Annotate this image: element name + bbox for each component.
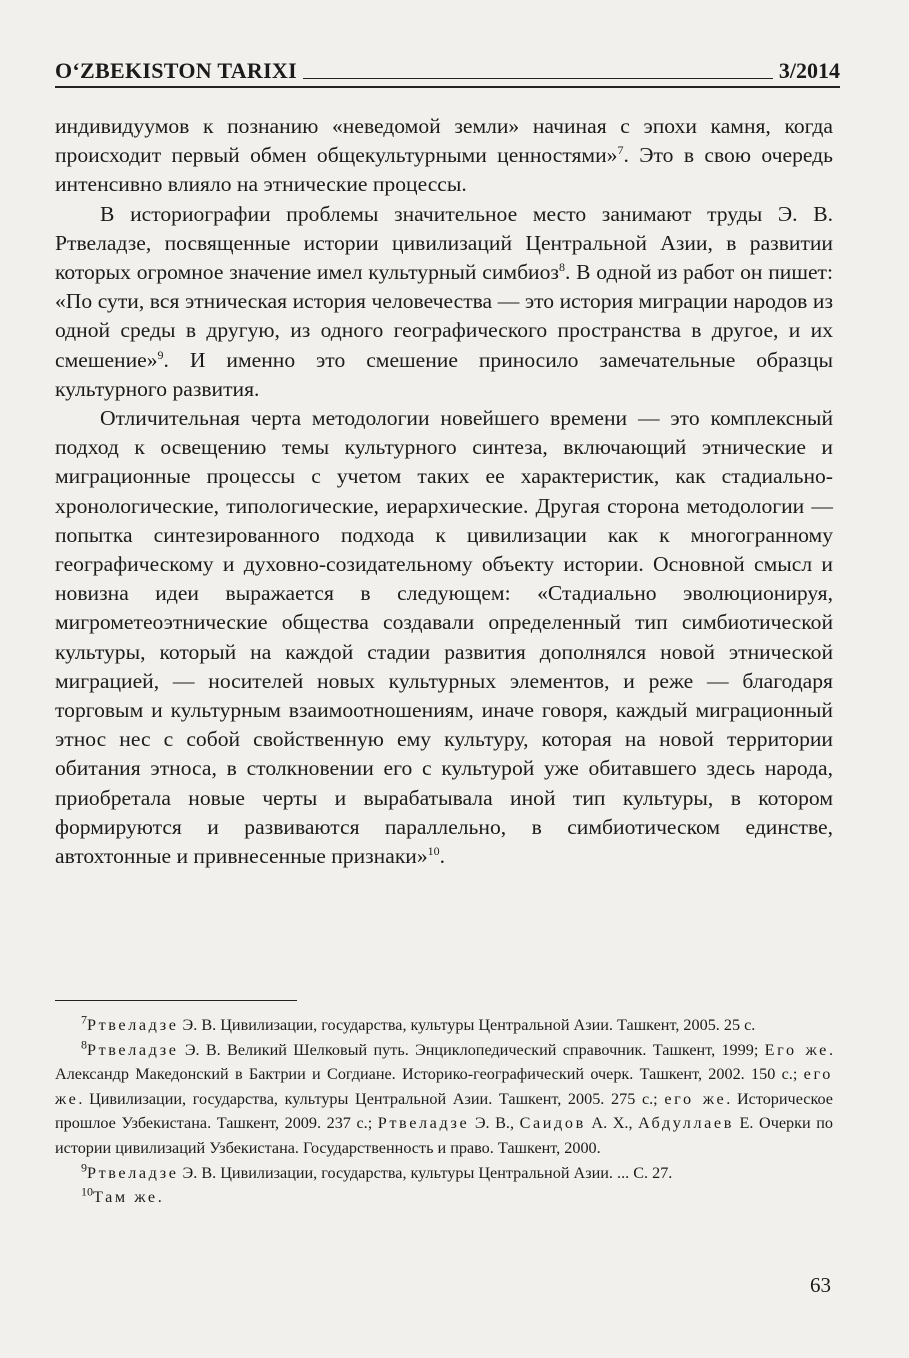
- footnote-7: $^7$Ртвеладзе Э. В. Цивилизации, государства, культуры Центральной Азии. Ташкент, 2005. 25 с.: [81, 1012, 756, 1034]
- running-header: [55, 52, 840, 88]
- footnote-ref-10: 10: [427, 843, 440, 858]
- page-number: 63: [810, 1273, 831, 1297]
- footnote-9: $^9$Ртвеладзе Э. В. Цивилизации, государства, культуры Центральной Азии. ... С. 27.: [81, 1160, 673, 1182]
- footnote-separator: [55, 1000, 297, 1001]
- paragraph-1: индивидуумов к познанию «неведомой земли» начиная с эпохи камня, когда происходит первый обмен общекультурными ценностями»$^7$. Это в свою очередь интенсивно влияло на этнические процессы.: [55, 114, 833, 197]
- paragraph-2: В историографии проблемы значительное место занимают труды Э. В. Ртвеладзе, посвященные истории цивилизаций Центральной Азии, в развитии которых огромное значение имел культурный симбиоз$^8$. В одной из работ он пишет: «По сути, вся этническая история человечества — это история миграции народов из одной среды в другую, из одного географического пространства в другое, и их смешение»$^9$. И именно это смешение приносило замечательные образцы культурного развития.: [55, 201, 833, 401]
- main-text: [55, 112, 833, 871]
- footnote-10: $^{10}$Там же.: [81, 1184, 162, 1207]
- footnote-ref-9: 9: [157, 347, 164, 362]
- footnote-ref-7: 7: [617, 143, 624, 158]
- footnotes: [55, 1013, 833, 1210]
- header-rule: [303, 78, 773, 79]
- issue-number: 3/2014: [778, 58, 840, 83]
- journal-title: O‘ZBEKISTON TARIXI: [55, 58, 297, 83]
- footnote-8: $^8$Ртвеладзе Э. В. Великий Шелковый путь. Энциклопедический справочник. Ташкент, 1999; Его же. Александр Македонский в Бактрии и Согдиане. Историко-географический очерк. Ташкент, 2002. 150 с.; его же. Цивилизации, государства, культуры Центральной Азии. Ташкент, 2005. 275 с.; его же. Историческое прошлое Узбекистана. Ташкент, 2009. 237 с.; Ртвеладзе Э. В., Саидов А. Х., Абдуллаев Е. Очерки по истории цивилизаций Узбекистана. Государственность и право. Ташкент, 2000.: [55, 1037, 833, 1157]
- paragraph-3: Отличительная черта методологии новейшего времени — это комплексный подход к освещению темы культурного синтеза, включающий этнические и миграционные процессы с учетом таких ее характеристик, как стадиально-хронологические, типологические, иерархические. Другая сторона методологии — попытка синтезированного подхода к цивилизации как к многогранному географическому и духовно-созидательному объекту истории. Основной смысл и новизна идеи выражается в следующем: «Стадиально эволюционируя, мигрометеоэтнические общества создавали определенный тип симбиотической культуры, который на каждой стадии развития дополнялся новой этнической миграцией, — носителей новых культурных элементов, и реже — благодаря торговым и культурным взаимоотношениям, иначе говоря, каждый миграционный этнос нес с собой свойственную ему культуру, которая на новой территории обитания этноса, в столкновении его с культурой уже обитавшего здесь народа, приобретала новые черты и вырабатывала иной тип культуры, в котором формируются и развиваются параллельно, в симбиотическом единстве, автохтонные и привнесенные признаки»$^{10}$.: [55, 406, 833, 869]
- footnote-ref-8: 8: [558, 259, 565, 274]
